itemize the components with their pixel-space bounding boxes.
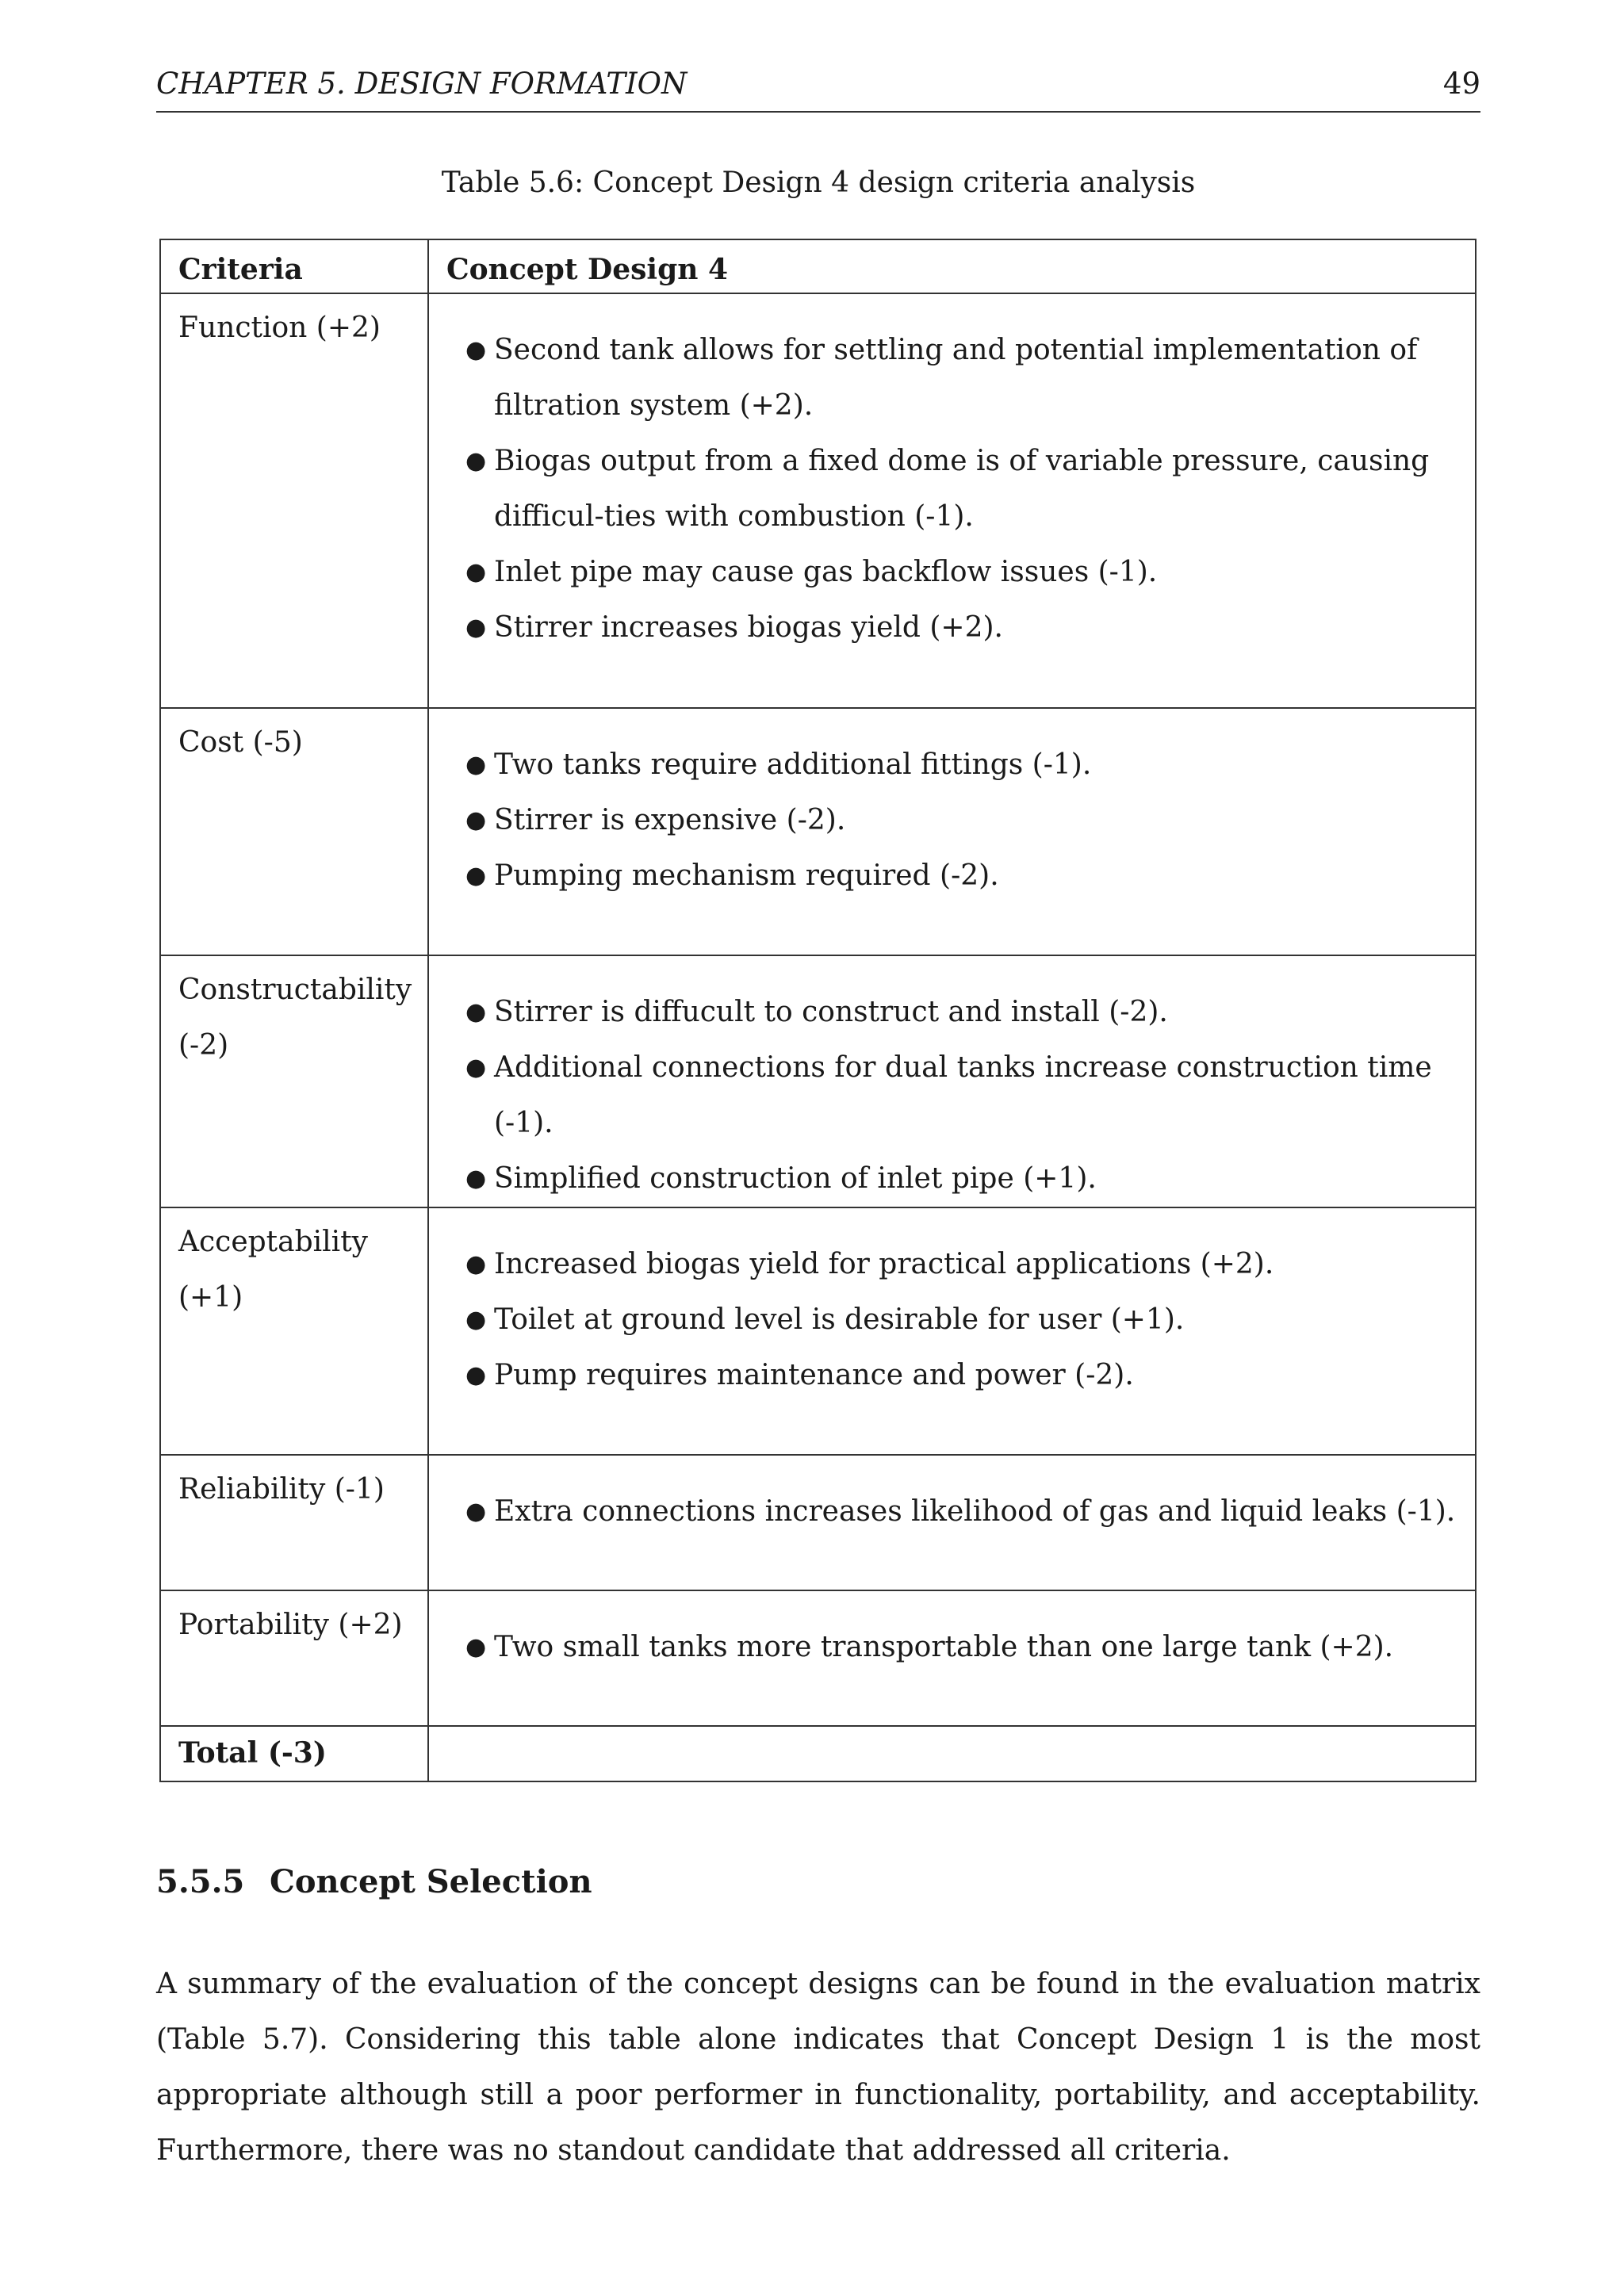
list-item: ● Biogas output from a fixed dome is of variable pressure, causing difficul-ties with combustion (-1). bbox=[429, 434, 1475, 545]
bullet-icon: ● bbox=[465, 1633, 487, 1661]
list-item: ● Additional connections for dual tanks increase construction time (-1). bbox=[429, 1040, 1475, 1151]
item-list bbox=[429, 294, 1475, 656]
running-header bbox=[156, 65, 1480, 113]
total-cell: Total (-3) bbox=[160, 1726, 428, 1781]
table-row bbox=[160, 708, 1476, 955]
bullet-icon: ● bbox=[465, 447, 487, 475]
bullet-icon: ● bbox=[465, 862, 487, 890]
table-row bbox=[160, 1590, 1476, 1726]
column-header-concept: Concept Design 4 bbox=[428, 239, 1476, 293]
bullet-icon: ● bbox=[465, 614, 487, 641]
item-list bbox=[429, 956, 1475, 1207]
list-item: ● Stirrer increases biogas yield (+2). bbox=[429, 600, 1475, 656]
bullet-icon: ● bbox=[465, 751, 487, 779]
bullet-icon: ● bbox=[465, 1250, 487, 1278]
table-row bbox=[160, 1455, 1476, 1590]
chapter-title: CHAPTER 5. DESIGN FORMATION bbox=[156, 67, 688, 101]
item-list bbox=[429, 709, 1475, 904]
item-list bbox=[429, 1591, 1475, 1675]
page-number: 49 bbox=[1442, 67, 1480, 101]
list-item: ● Pump requires maintenance and power (-2). bbox=[429, 1348, 1475, 1403]
column-header-criteria: Criteria bbox=[160, 239, 428, 293]
bullet-icon: ● bbox=[465, 998, 487, 1026]
list-item: ● Inlet pipe may cause gas backflow issues (-1). bbox=[429, 545, 1475, 600]
bullet-icon: ● bbox=[465, 1498, 487, 1525]
section-number: 5.5.5 bbox=[156, 1863, 245, 1900]
table-row bbox=[160, 1207, 1476, 1455]
table-row bbox=[160, 955, 1476, 1207]
table-caption: Table 5.6: Concept Design 4 design criteria analysis bbox=[441, 166, 1196, 199]
list-item: ● Pumping mechanism required (-2). bbox=[429, 848, 1475, 904]
total-empty-cell bbox=[428, 1726, 1476, 1781]
list-item: ● Stirrer is diffucult to construct and install (-2). bbox=[429, 985, 1475, 1040]
bullet-icon: ● bbox=[465, 336, 487, 364]
criteria-cell: Acceptability (+1) bbox=[178, 1226, 368, 1314]
list-item: ● Second tank allows for settling and potential implementation of filtration system (+2). bbox=[429, 323, 1475, 434]
bullet-icon: ● bbox=[465, 806, 487, 834]
table-total-row bbox=[160, 1726, 1476, 1781]
bullet-icon: ● bbox=[465, 1361, 487, 1389]
list-item: ● Extra connections increases likelihood of gas and liquid leaks (-1). bbox=[429, 1484, 1475, 1540]
item-list bbox=[429, 1208, 1475, 1403]
list-item: ● Simplified construction of inlet pipe (+1). bbox=[429, 1151, 1475, 1207]
list-item: ● Stirrer is expensive (-2). bbox=[429, 793, 1475, 848]
section-heading bbox=[156, 1863, 592, 1900]
body-paragraph: A summary of the evaluation of the concept designs can be found in the evaluation matrix (Table 5.7). Considering this table alone indicates that Concept Design 1 is the most appropriate although still a poor performer in functionality, portability, and acceptability. Furthermore, there was no standout candidate that addressed all criteria. bbox=[156, 1968, 1480, 2167]
bullet-icon: ● bbox=[465, 1054, 487, 1081]
criteria-cell: Constructability (-2) bbox=[178, 974, 412, 1062]
table-row bbox=[160, 293, 1476, 708]
bullet-icon: ● bbox=[465, 1165, 487, 1192]
criteria-cell: Function (+2) bbox=[178, 312, 381, 344]
criteria-cell: Cost (-5) bbox=[178, 726, 303, 759]
list-item: ● Toilet at ground level is desirable for user (+1). bbox=[429, 1292, 1475, 1348]
list-item: ● Two tanks require additional fittings (-1). bbox=[429, 737, 1475, 793]
criteria-table bbox=[159, 239, 1477, 1782]
item-list bbox=[429, 1456, 1475, 1540]
section-title: Concept Selection bbox=[270, 1863, 592, 1900]
bullet-icon: ● bbox=[465, 558, 487, 586]
list-item: ● Two small tanks more transportable than one large tank (+2). bbox=[429, 1620, 1475, 1675]
bullet-icon: ● bbox=[465, 1306, 487, 1334]
criteria-cell: Portability (+2) bbox=[178, 1609, 403, 1641]
criteria-cell: Reliability (-1) bbox=[178, 1473, 385, 1506]
list-item: ● Increased biogas yield for practical applications (+2). bbox=[429, 1237, 1475, 1292]
